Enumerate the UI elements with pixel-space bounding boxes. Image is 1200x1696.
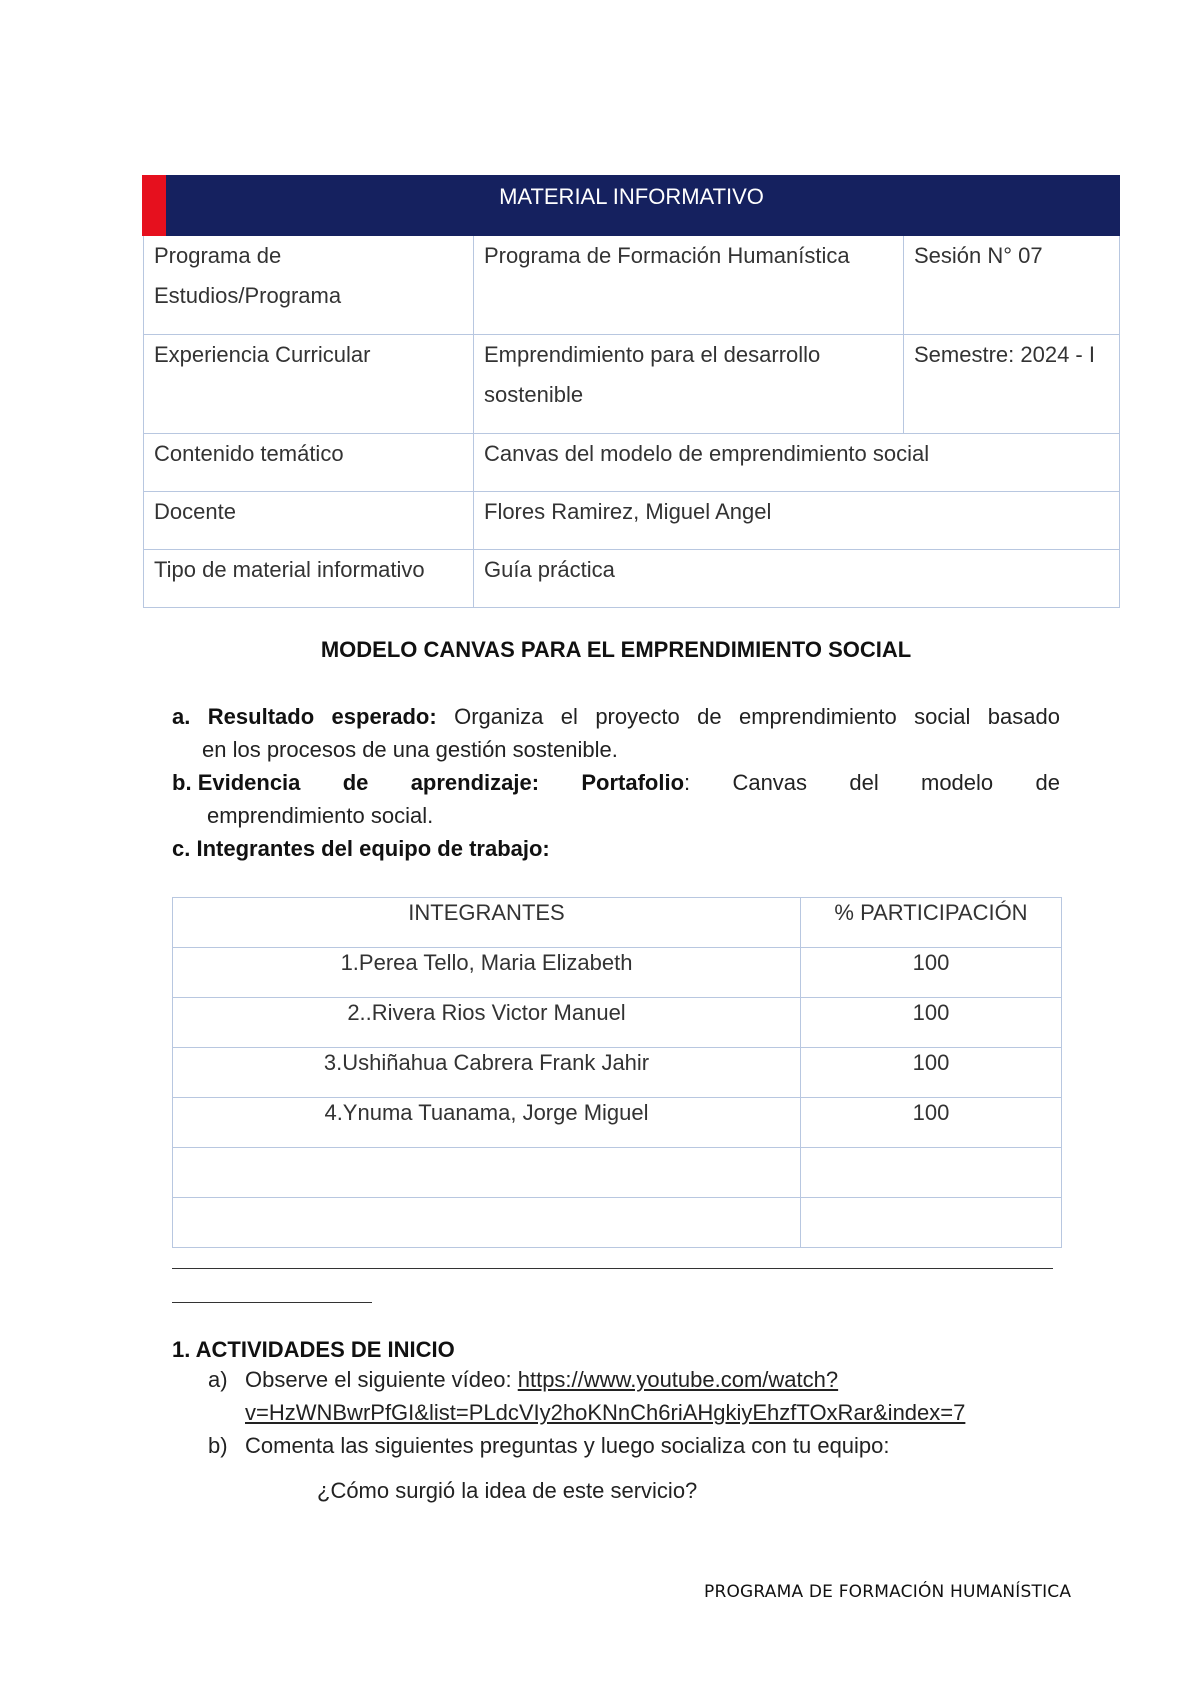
info-value: Flores Ramirez, Miguel Angel [474,492,1120,550]
video-link[interactable]: https://www.youtube.com/watch? [517,1367,839,1392]
item-b-word: de [342,770,369,795]
item-a-line1 [172,700,1060,733]
member-participation [801,1148,1062,1198]
member-participation: 100 [801,1048,1062,1098]
info-row [144,550,1120,608]
member-name: 2..Rivera Rios Victor Manuel [173,998,801,1048]
question-text: ¿Cómo surgió la idea de este servicio? [317,1478,698,1503]
info-row [144,236,1120,335]
item-b-marker: b. [172,770,192,795]
activities-title: 1. ACTIVIDADES DE INICIO [172,1337,455,1362]
info-header-cell [144,176,1120,236]
info-header-row [144,176,1120,236]
member-name [173,1148,801,1198]
item-b-lead [172,766,300,799]
table-row [173,1048,1062,1098]
table-row [173,948,1062,998]
info-row [144,434,1120,492]
info-extra: Sesión N° 07 [904,236,1120,335]
item-b-word: Portafolio [581,770,685,795]
item-a-text: Organiza el proyecto de emprendimiento social basado [454,704,1060,729]
item-b-word: aprendizaje: [410,770,540,795]
member-participation: 100 [801,1098,1062,1148]
info-value: Guía práctica [474,550,1120,608]
info-value: Programa de Formación Humanística [474,236,904,335]
info-row [144,335,1120,434]
table-row [173,1148,1062,1198]
item-b-word: de [1035,770,1060,795]
member-participation [801,1198,1062,1248]
activity-b-text: Comenta las siguientes preguntas y luego socializa con tu equipo: [245,1433,890,1458]
activity-b-marker: b) [208,1433,228,1458]
item-a-marker: a. [172,704,191,729]
separator-line [172,1268,1053,1269]
team-table [172,897,1062,1248]
separator-line [172,1302,372,1303]
item-b-line2: emprendimiento social. [207,803,434,828]
member-participation: 100 [801,998,1062,1048]
item-b-word: del [849,770,879,795]
member-name: 3.Ushiñahua Cabrera Frank Jahir [173,1048,801,1098]
item-b-line1 [172,766,1060,799]
info-label: Docente [144,492,474,550]
item-b-word: Evidencia [197,770,301,795]
activity-a-text: Observe el siguiente vídeo: [245,1367,512,1392]
item-b-word: : [684,770,691,795]
table-row [173,1098,1062,1148]
item-b-word: Canvas [732,770,808,795]
table-row [173,1198,1062,1248]
material-title: MATERIAL INFORMATIVO [499,184,764,209]
info-row [144,492,1120,550]
item-b-word: modelo [921,770,994,795]
member-name [173,1198,801,1248]
page-footer: PROGRAMA DE FORMACIÓN HUMANÍSTICA [704,1582,1072,1602]
item-a-bold: Resultado esperado: [207,704,437,729]
item-b-portafolio [581,766,690,799]
info-label: Contenido temático [144,434,474,492]
item-c-marker: c. [172,836,191,861]
table-row [173,998,1062,1048]
member-name: 1.Perea Tello, Maria Elizabeth [173,948,801,998]
team-header-row [173,898,1062,948]
info-label: Experiencia Curricular [144,335,474,434]
material-info-table [143,175,1120,608]
team-header-cell: % PARTICIPACIÓN [801,898,1062,948]
info-value: Emprendimiento para el desarrollo sostenible [474,335,904,434]
video-link-continued[interactable]: v=HzWNBwrPfGI&list=PLdcVIy2hoKNnCh6riAHgkiyEhzfTOxRar&index=7 [245,1400,966,1425]
activity-a-line2 [245,1396,965,1429]
member-name: 4.Ynuma Tuanama, Jorge Miguel [173,1098,801,1148]
item-c [172,832,1060,865]
info-extra: Semestre: 2024 - I [904,335,1120,434]
activity-a-line1 [245,1363,838,1396]
info-label: Tipo de material informativo [144,550,474,608]
document-title: MODELO CANVAS PARA EL EMPRENDIMIENTO SOCIAL [320,637,912,662]
info-value: Canvas del modelo de emprendimiento social [474,434,1120,492]
info-label: Programa de Estudios/Programa [144,236,474,335]
item-c-bold: Integrantes del equipo de trabajo: [196,836,550,861]
team-header-cell: INTEGRANTES [173,898,801,948]
member-participation: 100 [801,948,1062,998]
item-a-line2: en los procesos de una gestión sostenible. [202,737,618,762]
activity-a-marker: a) [208,1367,228,1392]
red-accent-bar [142,175,166,236]
